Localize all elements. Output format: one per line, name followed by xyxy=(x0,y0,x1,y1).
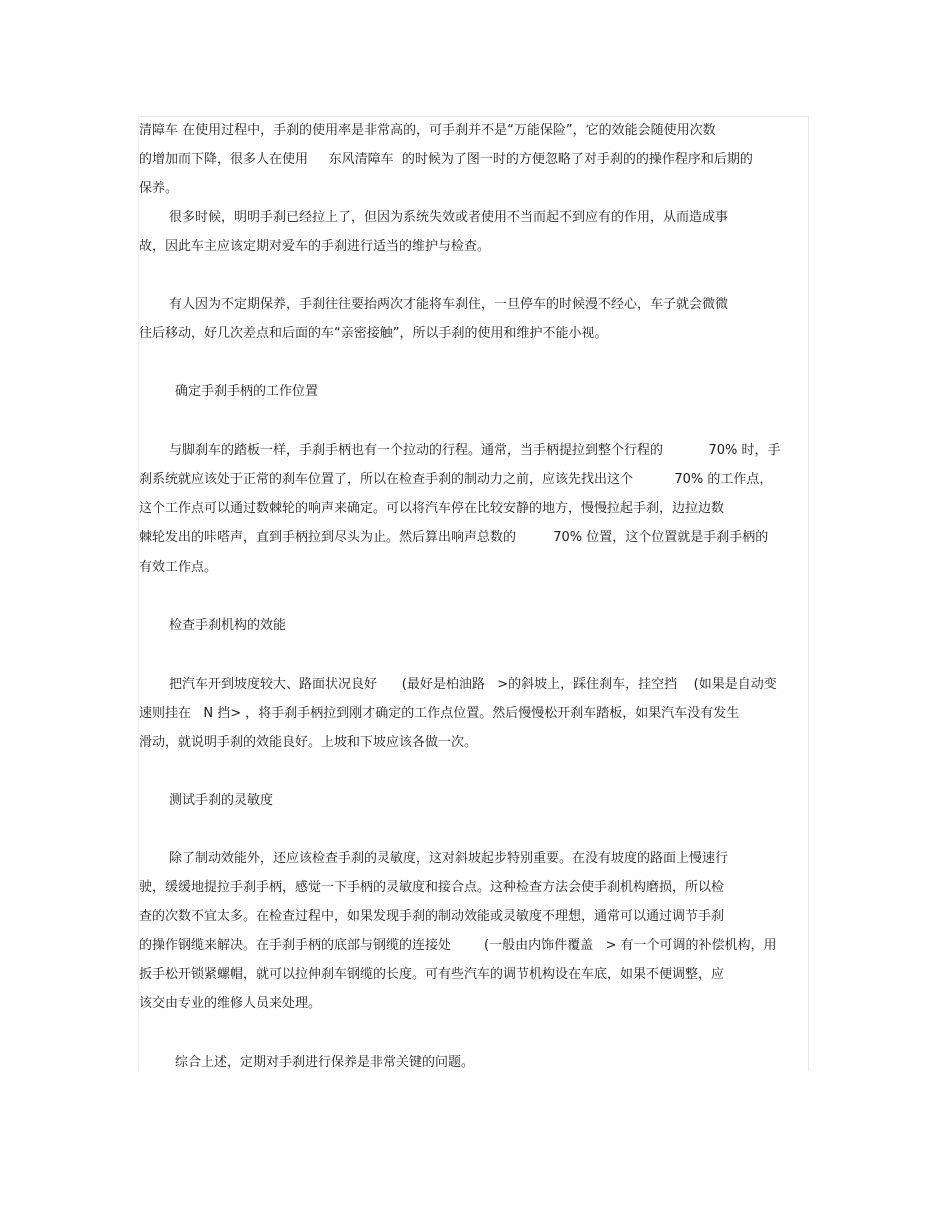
text-line: 速则挂在 N 挡> ，将手刹手柄拉到刚才确定的工作点位置。然后慢慢松开刹车踏板，如果汽车没有发生 xyxy=(139,706,740,721)
text-line: 往后移动，好几次差点和后面的车“亲密接触”，所以手刹的使用和维护不能小视。 xyxy=(139,326,608,341)
text-line: 滑动，就说明手刹的效能良好。上坡和下坡应该各做一次。 xyxy=(139,735,478,750)
text-line: 清障车 在使用过程中，手刹的使用率是非常高的，可手刹并不是“万能保险”，它的效能会随使用次数 xyxy=(139,123,716,138)
text-line: 把汽车开到坡度较大、路面状况良好 (最好是柏油路 >的斜坡上，踩住刹车，挂空挡 (如果是自动变 xyxy=(169,677,777,692)
text-line: 驶，缓缓地提拉手刹手柄，感觉一下手柄的灵敏度和接合点。这种检查方法会使手刹机构磨损，所以检 xyxy=(139,880,725,895)
text-line: 除了制动效能外，还应该检查手刹的灵敏度，这对斜坡起步特别重要。在没有坡度的路面上慢速行 xyxy=(169,851,729,866)
text-line: 的增加而下降，很多人在使用 东风清障车 的时候为了图一时的方便忽略了对手刹的的操作程序和后期的 xyxy=(139,152,753,167)
text-line: 棘轮发出的咔嗒声，直到手柄拉到尽头为止。然后算出响声总数的 70% 位置，这个位置就是手刹手柄的 xyxy=(139,530,769,545)
text-line: 查的次数不宜太多。在检查过程中，如果发现手刹的制动效能或灵敏度不理想，通常可以通过调节手刹 xyxy=(139,909,725,924)
text-line: 有效工作点。 xyxy=(139,560,218,575)
text-line: 有人因为不定期保养，手刹往往要抬两次才能将车刹住，一旦停车的时候漫不经心，车子就会微微 xyxy=(169,297,729,312)
text-line: 这个工作点可以通过数棘轮的响声来确定。可以将汽车停在比较安静的地方，慢慢拉起手刹，边拉边数 xyxy=(139,501,725,516)
text-line: 扳手松开锁紧螺帽，就可以拉伸刹车钢缆的长度。可有些汽车的调节机构设在车底，如果不便调整，应 xyxy=(139,967,725,982)
text-line: 与脚刹车的踏板一样，手刹手柄也有一个拉动的行程。通常，当手柄提拉到整个行程的 70% 时，手 xyxy=(169,443,781,458)
text-line: 该交由专业的维修人员来处理。 xyxy=(139,996,322,1011)
text-line: 故，因此车主应该定期对爱车的手刹进行适当的维护与检查。 xyxy=(139,239,491,254)
section-heading: 确定手刹手柄的工作位置 xyxy=(175,384,319,399)
section-heading: 检查手刹机构的效能 xyxy=(169,618,287,633)
text-line: 刹系统就应该处于正常的刹车位置了，所以在检查手刹的制动力之前，应该先找出这个 70% 的工作点， xyxy=(139,472,773,487)
text-line: 的操作钢缆来解决。在手刹手柄的底部与钢缆的连接处 (一般由内饰件覆盖 > 有一个可调的补偿机构，用 xyxy=(139,938,777,953)
text-line: 很多时候，明明手刹已经拉上了，但因为系统失效或者使用不当而起不到应有的作用，从而造成事 xyxy=(169,210,729,225)
text-line: 保养。 xyxy=(139,181,179,196)
page-frame xyxy=(138,116,809,1071)
section-heading: 测试手刹的灵敏度 xyxy=(169,793,274,808)
text-line: 综合上述，定期对手刹进行保养是非常关键的问题。 xyxy=(175,1055,475,1070)
